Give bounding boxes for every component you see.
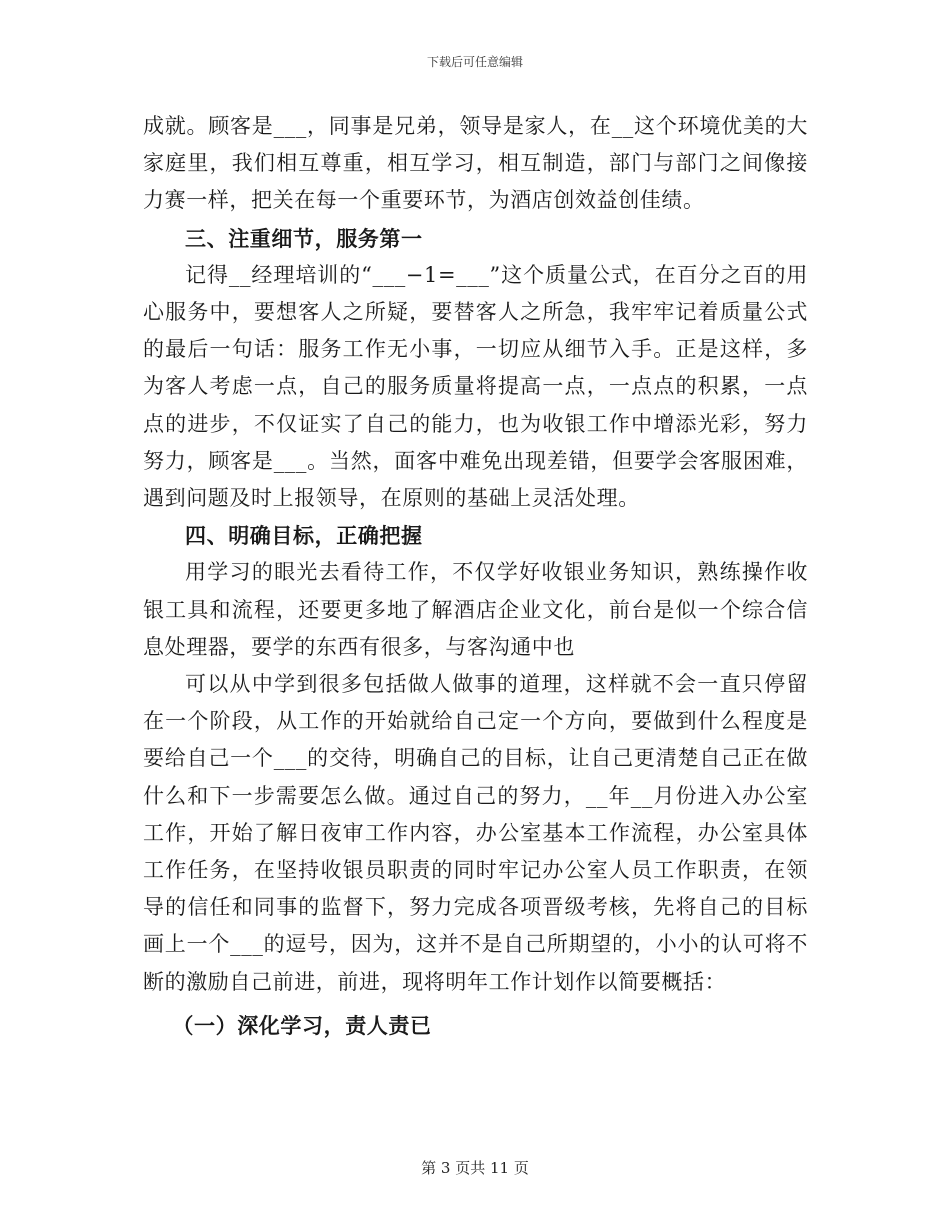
paragraph: 记得__经理培训的“___−1=___”这个质量公式，在百分之百的用心服务中，要想客人之所疑，要替客人之所急，我牢牢记着质量公式的最后一句话：服务工作无小事，一切应从细节入手。正是这样，多为客人考虑一点，自己的服务质量将提高一点，一点点的积累，一点点的进步，不仅证实了自己的能力，也为收银工作中增添光彩，努力努力，顾客是___。当然，面客中难免出现差错，但要学会客服困难，遇到问题及时上报领导，在原则的基础上灵活处理。 [143,262,808,511]
section-heading: 三、注重细节，服务第一 [185,225,423,251]
paragraph: 用学习的眼光去看待工作，不仅学好收银业务知识，熟练操作收银工具和流程，还要更多地了解酒店企业文化，前台是似一个综合信息处理器，要学的东西有很多，与客沟通中也 [143,560,808,659]
section-heading: 四、明确目标，正确把握 [185,523,423,549]
subsection-heading: （一）深化学习，责人责已 [172,1012,432,1038]
paragraph: 可以从中学到很多包括做人做事的道理，这样就不会一直只停留在一个阶段，从工作的开始就给自己定一个方向，要做到什么程度是要给自己一个___的交待，明确自己的目标，让自己更清楚自己正在做什么和下一步需要怎么做。通过自己的努力，__年__月份进入办公室工作，开始了解日夜审工作内容，办公室基本工作流程，办公室具体工作任务，在坚持收银员职责的同时牢记办公室人员工作职责，在领导的信任和同事的监督下，努力完成各项晋级考核，先将自己的目标画上一个___的逗号，因为，这并不是自己所期望的，小小的认可将不断的激励自己前进，前进，现将明年工作计划作以简要概括： [143,672,808,994]
page-header: 下载后可任意编辑 [426,55,523,69]
document-body [143,108,808,1044]
page-footer: 第 3 页共 11 页 [421,1159,529,1177]
paragraph: 成就。顾客是___，同事是兄弟，领导是家人，在__这个环境优美的大家庭里，我们相互尊重，相互学习，相互制造，部门与部门之间像接力赛一样，把关在每一个重要环节，为酒店创效益创佳绩。 [143,114,808,213]
